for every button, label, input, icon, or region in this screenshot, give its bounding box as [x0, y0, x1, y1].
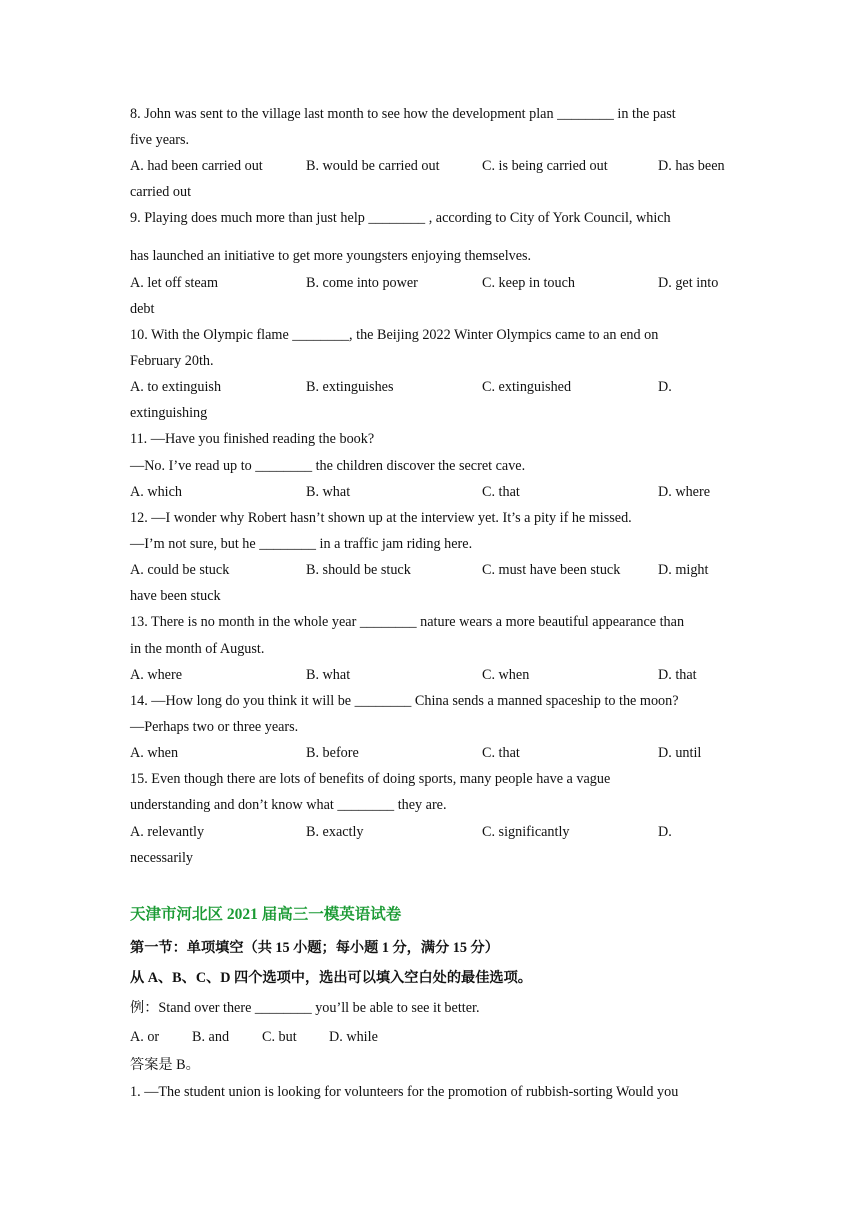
example-option-a: A. or — [130, 1029, 160, 1045]
question-14-option-d: D. until — [658, 745, 702, 761]
question-8-option-b: B. would be carried out — [306, 158, 440, 174]
question-10-option-a: A. to extinguish — [130, 379, 222, 395]
question-10-option-c: C. extinguished — [482, 379, 572, 395]
question-14-option-c: C. that — [482, 745, 520, 761]
question-12-option-c: C. must have been stuck — [482, 562, 621, 578]
question-11-line-2: —No. I’ve read up to ________ the children discover the secret cave. — [130, 458, 526, 474]
question-11-option-c: C. that — [482, 484, 520, 500]
question-15-line-2: understanding and don’t know what ________ they are. — [130, 797, 447, 813]
section-part-heading: 第一节：单项填空（共 15 小题；每小题 1 分，满分 15 分） — [130, 940, 499, 956]
example-text: Stand over there ________ you’ll be able to see it better. — [158, 1000, 480, 1016]
question-9-option-b: B. come into power — [306, 275, 418, 291]
question-9-option-c: C. keep in touch — [482, 275, 575, 291]
question-11-option-a: A. which — [130, 484, 183, 500]
question-10-option-d: D. — [658, 379, 672, 395]
question-9-option-wrap: debt — [130, 301, 155, 317]
question-14-line-2: —Perhaps two or three years. — [130, 719, 299, 735]
question-15-option-b: B. exactly — [306, 824, 364, 840]
question-8-option-c: C. is being carried out — [482, 158, 608, 174]
question-15-option-a: A. relevantly — [130, 824, 205, 840]
question-9-line-1: 9. Playing does much more than just help ________ , according to City of York Council, which — [130, 210, 671, 226]
question-12-option-d: D. might — [658, 562, 709, 578]
question-9-option-a: A. let off steam — [130, 275, 218, 291]
question-12-option-wrap: have been stuck — [130, 588, 221, 604]
question-12-line-2: —I’m not sure, but he ________ in a traffic jam riding here. — [130, 536, 473, 552]
example-option-d: D. while — [329, 1029, 378, 1045]
question-8-option-wrap: carried out — [130, 184, 192, 200]
question-8-option-a: A. had been carried out — [130, 158, 263, 174]
question-15-option-d: D. — [658, 824, 672, 840]
question-11-option-d: D. where — [658, 484, 710, 500]
example-option-b: B. and — [192, 1029, 230, 1045]
question-12-option-a: A. could be stuck — [130, 562, 230, 578]
question-13-option-c: C. when — [482, 667, 530, 683]
question-15-option-wrap: necessarily — [130, 850, 194, 866]
question-13-option-a: A. where — [130, 667, 182, 683]
question-1-line-1: 1. —The student union is looking for volunteers for the promotion of rubbish-sorting Would you — [130, 1084, 679, 1100]
section-title: 天津市河北区 2021 届高三一模英语试卷 — [130, 906, 402, 923]
question-10-option-b: B. extinguishes — [306, 379, 394, 395]
question-9-line-2: has launched an initiative to get more youngsters enjoying themselves. — [130, 248, 532, 264]
question-14-option-a: A. when — [130, 745, 179, 761]
question-13-option-d: D. that — [658, 667, 697, 683]
question-15-line-1: 15. Even though there are lots of benefits of doing sports, many people have a vague — [130, 771, 611, 787]
question-14-option-b: B. before — [306, 745, 359, 761]
question-13-line-2: in the month of August. — [130, 641, 265, 657]
question-15-option-c: C. significantly — [482, 824, 570, 840]
question-8-option-d: D. has been — [658, 158, 725, 174]
question-9-option-d: D. get into — [658, 275, 719, 291]
question-10-line-1: 10. With the Olympic flame ________, the Beijing 2022 Winter Olympics came to an end on — [130, 327, 659, 343]
question-13-line-1: 13. There is no month in the whole year ________ nature wears a more beautiful appearance than — [130, 614, 685, 630]
question-12-line-1: 12. —I wonder why Robert hasn’t shown up at the interview yet. It’s a pity if he missed. — [130, 510, 632, 526]
question-10-line-2: February 20th. — [130, 353, 214, 369]
question-11-option-b: B. what — [306, 484, 351, 500]
example-option-c: C. but — [262, 1029, 297, 1045]
example-prefix: 例： — [130, 1000, 159, 1016]
section-instruction: 从 A、B、C、D 四个选项中，选出可以填入空白处的最佳选项。 — [130, 970, 532, 986]
question-10-option-wrap: extinguishing — [130, 405, 208, 421]
question-8-line-1: 8. John was sent to the village last month to see how the development plan ________ in the past — [130, 106, 676, 122]
example-line — [130, 999, 480, 1017]
question-11-line-1: 11. —Have you finished reading the book? — [130, 431, 375, 447]
question-14-line-1: 14. —How long do you think it will be ________ China sends a manned spaceship to the moon? — [130, 693, 679, 709]
example-answer: 答案是 B。 — [130, 1057, 200, 1073]
question-12-option-b: B. should be stuck — [306, 562, 411, 578]
question-13-option-b: B. what — [306, 667, 351, 683]
question-8-line-2: five years. — [130, 132, 190, 148]
